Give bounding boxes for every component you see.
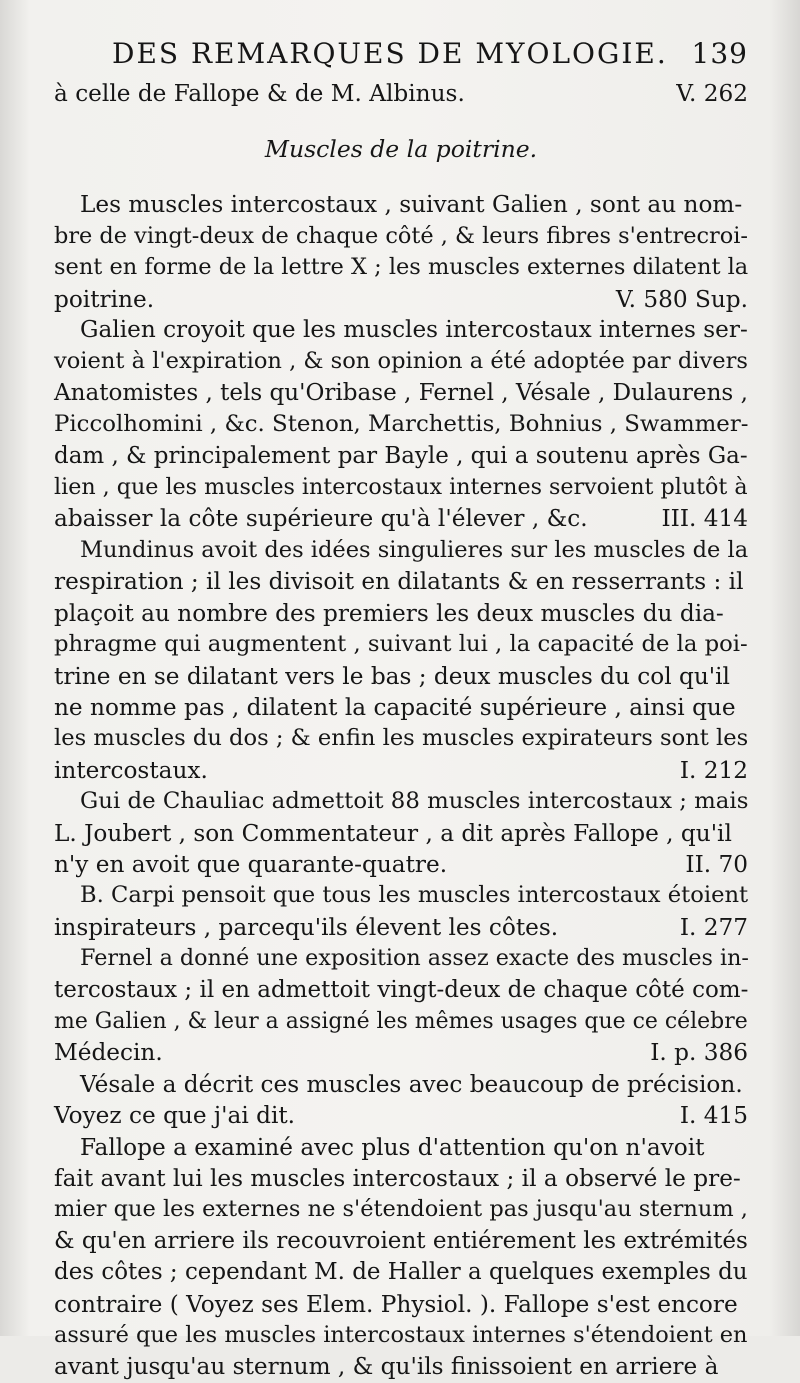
text-line [54,1257,748,1288]
text-line [54,472,748,503]
section-heading: Muscles de la poitrine. [264,135,538,164]
text-line [54,629,748,660]
text-line [54,378,748,409]
text-line [54,221,748,252]
line-reference: I. 277 [679,913,748,941]
line-text: lien , que les muscles intercostaux internes servoient plutôt à [54,474,748,501]
running-title: DES REMARQUES DE MYOLOGIE. [112,37,668,70]
line-text: plaçoit au nombre des premiers les deux muscles du dia- [54,599,724,627]
line-text: mier que les externes ne s'étendoient pas jusqu'au sternum , [54,1196,748,1223]
text-line [54,409,748,440]
line-reference: III. 414 [661,505,748,533]
line-reference: II. 70 [685,850,748,878]
line-text: dam , & principalement par Bayle , qui a soutenu après Ga- [54,442,748,469]
line-text: & qu'en arriere ils recouvroient entiérement les extrémités [54,1227,748,1254]
line-text: sent en forme de la lettre X ; les muscles externes dilatent la [54,254,749,281]
text-line [54,1194,748,1225]
body-text [54,189,748,1382]
text-line [54,1226,748,1257]
text-line [54,566,748,597]
line-text: bre de vingt-deux de chaque côté , & leurs fibres s'entrecroi- [54,222,748,249]
text-line [54,1100,748,1131]
text-line [54,1163,748,1194]
line-text: Mundinus avoit des idées singulieres sur les muscles de la [80,536,749,563]
page-number: 139 [691,37,748,70]
line-text: L. Joubert , son Commentateur , a dit après Fallope , qu'il [54,819,732,847]
text-line [54,1132,748,1163]
text-line [54,818,748,849]
line-reference: I. 415 [679,1102,748,1130]
text-line [54,975,748,1006]
line-text: Les muscles intercostaux , suivant Galien , sont au nom- [80,191,743,219]
line-text: des côtes ; cependant M. de Haller a quelques exemples du [54,1259,748,1286]
text-line [54,441,748,472]
line-text: voient à l'expiration , & son opinion a été adoptée par divers [54,348,748,375]
text-line [54,1351,748,1382]
line-text: Piccolhomini , &c. Stenon, Marchettis, Bohnius , Swammer- [54,411,749,438]
text-line [54,692,748,723]
line-text: Galien croyoit que les muscles intercostaux internes ser- [80,317,748,344]
line-text: tercostaux ; il en admettoit vingt-deux de chaque côté com- [54,976,749,1003]
line-text: Fallope a examiné avec plus d'attention qu'on n'avoit [80,1133,705,1161]
line-text: inspirateurs , parcequ'ils élevent les côtes. [54,913,559,941]
line-text: abaisser la côte supérieure qu'à l'élever , &c. [54,505,588,533]
line-text: Anatomistes , tels qu'Oribase , Fernel , Vésale , Dulaurens , [54,379,748,406]
text-line [54,503,748,534]
line-text: intercostaux. [54,756,208,784]
text-line [54,786,748,817]
line-text: phragme qui augmentent , suivant lui , la capacité de la poi- [54,631,748,658]
line-text: Médecin. [54,1039,163,1067]
text-line [54,755,748,786]
line-text: avant jusqu'au sternum , & qu'ils finissoient en arriere à [54,1353,719,1381]
text-line [54,849,748,880]
line-text: respiration ; il les divisoit en dilatants & en resserrants : il [54,568,744,596]
text-line [54,189,748,220]
line-reference: I. p. 386 [650,1039,748,1067]
line-text: n'y en avoit que quarante-quatre. [54,850,448,878]
line-text: Voyez ce que j'ai dit. [54,1102,296,1130]
line-text: fait avant lui les muscles intercostaux ; il a observé le pre- [54,1165,741,1192]
text-line [54,346,748,377]
line-reference: V. 262 [676,80,748,107]
text-line [54,535,748,566]
text-line [54,1037,748,1068]
line-text: les muscles du dos ; & enfin les muscles expirateurs sont les [54,725,749,752]
text-line [54,1006,748,1037]
line-text: assuré que les muscles intercostaux internes s'étendoient en [54,1322,748,1349]
text-line [54,943,748,974]
line-text: contraire ( Voyez ses Elem. Physiol. ). Fallope s'est encore [54,1290,738,1318]
line-text: poitrine. [54,285,155,313]
text-line [54,284,748,315]
line-text: à celle de Fallope & de M. Albinus. [54,80,465,107]
intro-line [54,78,748,109]
text-line [54,723,748,754]
line-text: Fernel a donné une exposition assez exacte des muscles in- [80,945,749,972]
text-line [54,880,748,911]
line-reference: I. 212 [679,756,748,784]
text-line [54,661,748,692]
text-line [54,598,748,629]
text-line [54,912,748,943]
running-head [112,37,748,70]
text-line [54,315,748,346]
text-line [54,1069,748,1100]
text-line [54,1289,748,1320]
line-reference: V. 580 Sup. [615,285,748,313]
line-text: B. Carpi pensoit que tous les muscles intercostaux étoient [80,882,749,909]
text-line [54,252,748,283]
line-text: me Galien , & leur a assigné les mêmes usages que ce célebre [54,1008,748,1034]
line-text: Gui de Chauliac admettoit 88 muscles intercostaux ; mais [80,788,749,815]
line-text: Vésale a décrit ces muscles avec beaucoup de précision. [80,1070,743,1098]
line-text: ne nomme pas , dilatent la capacité supérieure , ainsi que [54,693,736,721]
line-text: trine en se dilatant vers le bas ; deux muscles du col qu'il [54,662,730,690]
